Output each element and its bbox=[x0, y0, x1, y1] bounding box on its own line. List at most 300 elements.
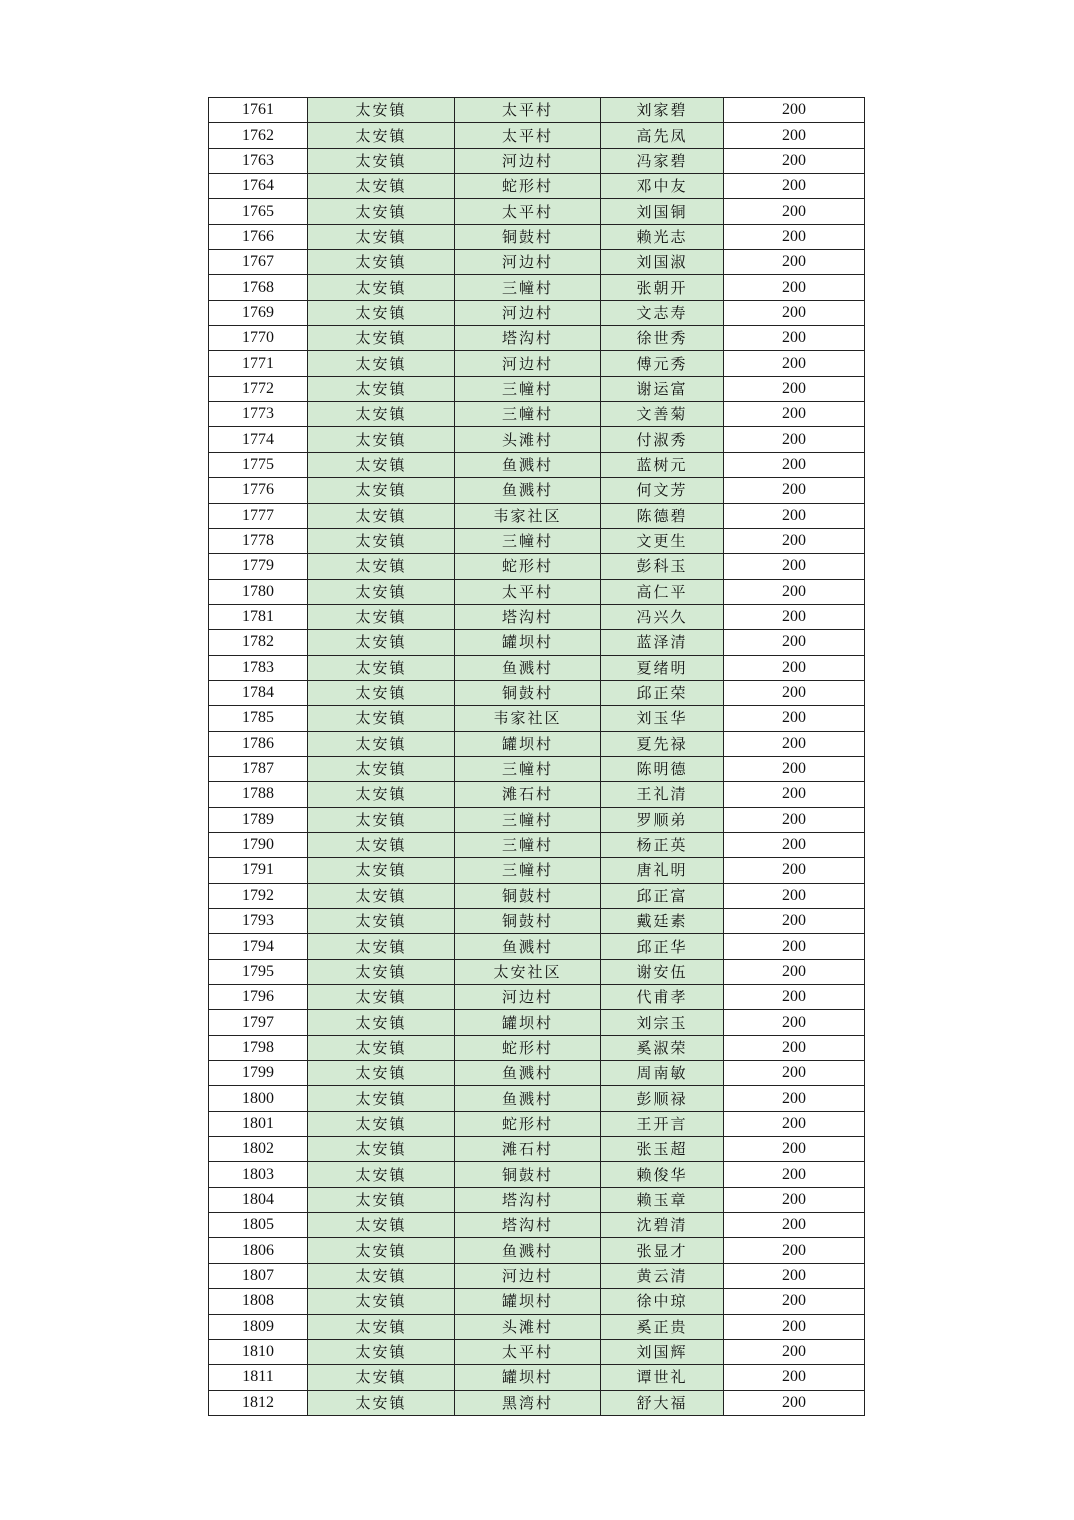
name-cell: 谭世礼 bbox=[601, 1365, 724, 1390]
name-cell: 徐中琼 bbox=[601, 1289, 724, 1314]
name-cell: 张玉超 bbox=[601, 1137, 724, 1162]
village-cell: 太平村 bbox=[455, 579, 601, 604]
name-cell: 蓝树元 bbox=[601, 452, 724, 477]
row-number-cell: 1772 bbox=[209, 376, 308, 401]
table-row bbox=[209, 959, 865, 984]
town-cell: 太安镇 bbox=[308, 1213, 455, 1238]
village-cell: 蛇形村 bbox=[455, 1035, 601, 1060]
row-number-cell: 1788 bbox=[209, 782, 308, 807]
name-cell: 谢安伍 bbox=[601, 959, 724, 984]
row-number-cell: 1804 bbox=[209, 1187, 308, 1212]
table-row bbox=[209, 604, 865, 629]
row-number-cell: 1762 bbox=[209, 123, 308, 148]
village-cell: 塔沟村 bbox=[455, 604, 601, 629]
name-cell: 付淑秀 bbox=[601, 427, 724, 452]
row-number-cell: 1796 bbox=[209, 985, 308, 1010]
row-number-cell: 1766 bbox=[209, 224, 308, 249]
amount-cell: 200 bbox=[724, 655, 865, 680]
row-number-cell: 1768 bbox=[209, 275, 308, 300]
town-cell: 太安镇 bbox=[308, 1061, 455, 1086]
town-cell: 太安镇 bbox=[308, 402, 455, 427]
table-row bbox=[209, 199, 865, 224]
name-cell: 王礼清 bbox=[601, 782, 724, 807]
row-number-cell: 1802 bbox=[209, 1137, 308, 1162]
amount-cell: 200 bbox=[724, 478, 865, 503]
town-cell: 太安镇 bbox=[308, 883, 455, 908]
table-row bbox=[209, 579, 865, 604]
table-row bbox=[209, 250, 865, 275]
name-cell: 刘宗玉 bbox=[601, 1010, 724, 1035]
town-cell: 太安镇 bbox=[308, 1137, 455, 1162]
name-cell: 舒大福 bbox=[601, 1390, 724, 1415]
amount-cell: 200 bbox=[724, 1086, 865, 1111]
table-row bbox=[209, 1365, 865, 1390]
amount-cell: 200 bbox=[724, 98, 865, 123]
village-cell: 塔沟村 bbox=[455, 326, 601, 351]
row-number-cell: 1764 bbox=[209, 174, 308, 199]
town-cell: 太安镇 bbox=[308, 528, 455, 553]
village-cell: 铜鼓村 bbox=[455, 224, 601, 249]
village-cell: 鱼溅村 bbox=[455, 1086, 601, 1111]
town-cell: 太安镇 bbox=[308, 1365, 455, 1390]
row-number-cell: 1771 bbox=[209, 351, 308, 376]
amount-cell: 200 bbox=[724, 630, 865, 655]
village-cell: 罐坝村 bbox=[455, 1289, 601, 1314]
amount-cell: 200 bbox=[724, 376, 865, 401]
village-cell: 河边村 bbox=[455, 300, 601, 325]
town-cell: 太安镇 bbox=[308, 1111, 455, 1136]
table-row bbox=[209, 402, 865, 427]
table-row bbox=[209, 883, 865, 908]
table-row bbox=[209, 1137, 865, 1162]
name-cell: 赖光志 bbox=[601, 224, 724, 249]
amount-cell: 200 bbox=[724, 807, 865, 832]
amount-cell: 200 bbox=[724, 832, 865, 857]
table-row bbox=[209, 427, 865, 452]
row-number-cell: 1782 bbox=[209, 630, 308, 655]
table-row bbox=[209, 452, 865, 477]
amount-cell: 200 bbox=[724, 174, 865, 199]
table-row bbox=[209, 376, 865, 401]
town-cell: 太安镇 bbox=[308, 376, 455, 401]
town-cell: 太安镇 bbox=[308, 123, 455, 148]
village-cell: 河边村 bbox=[455, 351, 601, 376]
village-cell: 三幢村 bbox=[455, 402, 601, 427]
row-number-cell: 1765 bbox=[209, 199, 308, 224]
town-cell: 太安镇 bbox=[308, 98, 455, 123]
table-row bbox=[209, 98, 865, 123]
town-cell: 太安镇 bbox=[308, 909, 455, 934]
row-number-cell: 1793 bbox=[209, 909, 308, 934]
table-row bbox=[209, 731, 865, 756]
row-number-cell: 1800 bbox=[209, 1086, 308, 1111]
table-row bbox=[209, 1339, 865, 1364]
town-cell: 太安镇 bbox=[308, 224, 455, 249]
name-cell: 刘家碧 bbox=[601, 98, 724, 123]
table-row bbox=[209, 680, 865, 705]
name-cell: 奚正贵 bbox=[601, 1314, 724, 1339]
amount-cell: 200 bbox=[724, 503, 865, 528]
amount-cell: 200 bbox=[724, 959, 865, 984]
table-row bbox=[209, 1162, 865, 1187]
subsidy-table bbox=[208, 97, 865, 1416]
amount-cell: 200 bbox=[724, 680, 865, 705]
table-row bbox=[209, 300, 865, 325]
village-cell: 鱼溅村 bbox=[455, 1238, 601, 1263]
amount-cell: 200 bbox=[724, 1061, 865, 1086]
village-cell: 头滩村 bbox=[455, 1314, 601, 1339]
village-cell: 鱼溅村 bbox=[455, 1061, 601, 1086]
town-cell: 太安镇 bbox=[308, 452, 455, 477]
name-cell: 杨正英 bbox=[601, 832, 724, 857]
village-cell: 韦家社区 bbox=[455, 706, 601, 731]
amount-cell: 200 bbox=[724, 909, 865, 934]
table-row bbox=[209, 478, 865, 503]
table-row bbox=[209, 174, 865, 199]
row-number-cell: 1786 bbox=[209, 731, 308, 756]
row-number-cell: 1778 bbox=[209, 528, 308, 553]
town-cell: 太安镇 bbox=[308, 756, 455, 781]
village-cell: 鱼溅村 bbox=[455, 655, 601, 680]
row-number-cell: 1761 bbox=[209, 98, 308, 123]
amount-cell: 200 bbox=[724, 731, 865, 756]
name-cell: 何文芳 bbox=[601, 478, 724, 503]
amount-cell: 200 bbox=[724, 554, 865, 579]
name-cell: 陈明德 bbox=[601, 756, 724, 781]
village-cell: 蛇形村 bbox=[455, 554, 601, 579]
row-number-cell: 1805 bbox=[209, 1213, 308, 1238]
table-row bbox=[209, 554, 865, 579]
village-cell: 铜鼓村 bbox=[455, 1162, 601, 1187]
village-cell: 三幢村 bbox=[455, 756, 601, 781]
town-cell: 太安镇 bbox=[308, 959, 455, 984]
town-cell: 太安镇 bbox=[308, 985, 455, 1010]
name-cell: 冯兴久 bbox=[601, 604, 724, 629]
town-cell: 太安镇 bbox=[308, 1263, 455, 1288]
village-cell: 河边村 bbox=[455, 985, 601, 1010]
table-row bbox=[209, 832, 865, 857]
amount-cell: 200 bbox=[724, 1289, 865, 1314]
table-row bbox=[209, 909, 865, 934]
town-cell: 太安镇 bbox=[308, 300, 455, 325]
amount-cell: 200 bbox=[724, 985, 865, 1010]
amount-cell: 200 bbox=[724, 427, 865, 452]
village-cell: 韦家社区 bbox=[455, 503, 601, 528]
town-cell: 太安镇 bbox=[308, 934, 455, 959]
table-row bbox=[209, 1238, 865, 1263]
name-cell: 夏先禄 bbox=[601, 731, 724, 756]
town-cell: 太安镇 bbox=[308, 351, 455, 376]
village-cell: 河边村 bbox=[455, 250, 601, 275]
village-cell: 黑湾村 bbox=[455, 1390, 601, 1415]
name-cell: 文善菊 bbox=[601, 402, 724, 427]
row-number-cell: 1777 bbox=[209, 503, 308, 528]
name-cell: 赖俊华 bbox=[601, 1162, 724, 1187]
village-cell: 太平村 bbox=[455, 123, 601, 148]
town-cell: 太安镇 bbox=[308, 554, 455, 579]
village-cell: 三幢村 bbox=[455, 832, 601, 857]
table-row bbox=[209, 756, 865, 781]
row-number-cell: 1790 bbox=[209, 832, 308, 857]
village-cell: 滩石村 bbox=[455, 782, 601, 807]
village-cell: 三幢村 bbox=[455, 376, 601, 401]
town-cell: 太安镇 bbox=[308, 503, 455, 528]
table-row bbox=[209, 1289, 865, 1314]
name-cell: 彭科玉 bbox=[601, 554, 724, 579]
row-number-cell: 1798 bbox=[209, 1035, 308, 1060]
town-cell: 太安镇 bbox=[308, 858, 455, 883]
town-cell: 太安镇 bbox=[308, 1035, 455, 1060]
row-number-cell: 1781 bbox=[209, 604, 308, 629]
name-cell: 高先凤 bbox=[601, 123, 724, 148]
table-row bbox=[209, 1086, 865, 1111]
row-number-cell: 1784 bbox=[209, 680, 308, 705]
town-cell: 太安镇 bbox=[308, 1010, 455, 1035]
amount-cell: 200 bbox=[724, 1137, 865, 1162]
amount-cell: 200 bbox=[724, 1035, 865, 1060]
row-number-cell: 1792 bbox=[209, 883, 308, 908]
table-row bbox=[209, 706, 865, 731]
row-number-cell: 1799 bbox=[209, 1061, 308, 1086]
village-cell: 鱼溅村 bbox=[455, 934, 601, 959]
town-cell: 太安镇 bbox=[308, 427, 455, 452]
amount-cell: 200 bbox=[724, 883, 865, 908]
table-body bbox=[209, 98, 865, 1416]
row-number-cell: 1806 bbox=[209, 1238, 308, 1263]
table-row bbox=[209, 782, 865, 807]
table-row bbox=[209, 123, 865, 148]
amount-cell: 200 bbox=[724, 858, 865, 883]
row-number-cell: 1770 bbox=[209, 326, 308, 351]
table-row bbox=[209, 1010, 865, 1035]
row-number-cell: 1795 bbox=[209, 959, 308, 984]
amount-cell: 200 bbox=[724, 351, 865, 376]
village-cell: 太平村 bbox=[455, 199, 601, 224]
table-row bbox=[209, 655, 865, 680]
town-cell: 太安镇 bbox=[308, 832, 455, 857]
table-row bbox=[209, 148, 865, 173]
name-cell: 唐礼明 bbox=[601, 858, 724, 883]
amount-cell: 200 bbox=[724, 1213, 865, 1238]
name-cell: 张朝开 bbox=[601, 275, 724, 300]
row-number-cell: 1808 bbox=[209, 1289, 308, 1314]
amount-cell: 200 bbox=[724, 123, 865, 148]
amount-cell: 200 bbox=[724, 1010, 865, 1035]
amount-cell: 200 bbox=[724, 934, 865, 959]
village-cell: 滩石村 bbox=[455, 1137, 601, 1162]
village-cell: 罐坝村 bbox=[455, 731, 601, 756]
name-cell: 高仁平 bbox=[601, 579, 724, 604]
name-cell: 夏绪明 bbox=[601, 655, 724, 680]
town-cell: 太安镇 bbox=[308, 731, 455, 756]
name-cell: 刘国铜 bbox=[601, 199, 724, 224]
name-cell: 文更生 bbox=[601, 528, 724, 553]
table-row bbox=[209, 528, 865, 553]
name-cell: 刘玉华 bbox=[601, 706, 724, 731]
name-cell: 黄云清 bbox=[601, 1263, 724, 1288]
row-number-cell: 1797 bbox=[209, 1010, 308, 1035]
town-cell: 太安镇 bbox=[308, 250, 455, 275]
amount-cell: 200 bbox=[724, 528, 865, 553]
amount-cell: 200 bbox=[724, 1263, 865, 1288]
village-cell: 罐坝村 bbox=[455, 1365, 601, 1390]
name-cell: 张显才 bbox=[601, 1238, 724, 1263]
amount-cell: 200 bbox=[724, 452, 865, 477]
town-cell: 太安镇 bbox=[308, 579, 455, 604]
village-cell: 鱼溅村 bbox=[455, 452, 601, 477]
name-cell: 冯家碧 bbox=[601, 148, 724, 173]
table-row bbox=[209, 807, 865, 832]
row-number-cell: 1780 bbox=[209, 579, 308, 604]
village-cell: 三幢村 bbox=[455, 858, 601, 883]
amount-cell: 200 bbox=[724, 1187, 865, 1212]
table-row bbox=[209, 503, 865, 528]
village-cell: 三幢村 bbox=[455, 807, 601, 832]
town-cell: 太安镇 bbox=[308, 1314, 455, 1339]
amount-cell: 200 bbox=[724, 1111, 865, 1136]
village-cell: 鱼溅村 bbox=[455, 478, 601, 503]
amount-cell: 200 bbox=[724, 1339, 865, 1364]
village-cell: 铜鼓村 bbox=[455, 680, 601, 705]
amount-cell: 200 bbox=[724, 579, 865, 604]
name-cell: 邱正荣 bbox=[601, 680, 724, 705]
row-number-cell: 1807 bbox=[209, 1263, 308, 1288]
town-cell: 太安镇 bbox=[308, 655, 455, 680]
row-number-cell: 1809 bbox=[209, 1314, 308, 1339]
town-cell: 太安镇 bbox=[308, 1339, 455, 1364]
row-number-cell: 1789 bbox=[209, 807, 308, 832]
name-cell: 戴廷素 bbox=[601, 909, 724, 934]
town-cell: 太安镇 bbox=[308, 807, 455, 832]
name-cell: 邓中友 bbox=[601, 174, 724, 199]
name-cell: 蓝泽清 bbox=[601, 630, 724, 655]
name-cell: 刘国辉 bbox=[601, 1339, 724, 1364]
town-cell: 太安镇 bbox=[308, 478, 455, 503]
table-row bbox=[209, 1390, 865, 1415]
village-cell: 头滩村 bbox=[455, 427, 601, 452]
town-cell: 太安镇 bbox=[308, 706, 455, 731]
name-cell: 徐世秀 bbox=[601, 326, 724, 351]
village-cell: 蛇形村 bbox=[455, 1111, 601, 1136]
village-cell: 太平村 bbox=[455, 98, 601, 123]
amount-cell: 200 bbox=[724, 199, 865, 224]
table-row bbox=[209, 1187, 865, 1212]
row-number-cell: 1767 bbox=[209, 250, 308, 275]
name-cell: 代甫孝 bbox=[601, 985, 724, 1010]
amount-cell: 200 bbox=[724, 275, 865, 300]
name-cell: 文志寿 bbox=[601, 300, 724, 325]
name-cell: 沈碧清 bbox=[601, 1213, 724, 1238]
village-cell: 塔沟村 bbox=[455, 1187, 601, 1212]
amount-cell: 200 bbox=[724, 224, 865, 249]
row-number-cell: 1787 bbox=[209, 756, 308, 781]
town-cell: 太安镇 bbox=[308, 326, 455, 351]
town-cell: 太安镇 bbox=[308, 1390, 455, 1415]
town-cell: 太安镇 bbox=[308, 782, 455, 807]
row-number-cell: 1794 bbox=[209, 934, 308, 959]
village-cell: 罐坝村 bbox=[455, 630, 601, 655]
village-cell: 河边村 bbox=[455, 148, 601, 173]
town-cell: 太安镇 bbox=[308, 680, 455, 705]
row-number-cell: 1763 bbox=[209, 148, 308, 173]
name-cell: 谢运富 bbox=[601, 376, 724, 401]
name-cell: 邱正华 bbox=[601, 934, 724, 959]
name-cell: 赖玉章 bbox=[601, 1187, 724, 1212]
table-row bbox=[209, 1061, 865, 1086]
amount-cell: 200 bbox=[724, 250, 865, 275]
village-cell: 三幢村 bbox=[455, 275, 601, 300]
amount-cell: 200 bbox=[724, 1365, 865, 1390]
row-number-cell: 1801 bbox=[209, 1111, 308, 1136]
table-row bbox=[209, 326, 865, 351]
table-row bbox=[209, 1035, 865, 1060]
town-cell: 太安镇 bbox=[308, 1289, 455, 1314]
name-cell: 邱正富 bbox=[601, 883, 724, 908]
village-cell: 太安社区 bbox=[455, 959, 601, 984]
village-cell: 铜鼓村 bbox=[455, 883, 601, 908]
amount-cell: 200 bbox=[724, 148, 865, 173]
row-number-cell: 1779 bbox=[209, 554, 308, 579]
amount-cell: 200 bbox=[724, 604, 865, 629]
village-cell: 铜鼓村 bbox=[455, 909, 601, 934]
name-cell: 周南敏 bbox=[601, 1061, 724, 1086]
row-number-cell: 1776 bbox=[209, 478, 308, 503]
town-cell: 太安镇 bbox=[308, 174, 455, 199]
table-row bbox=[209, 934, 865, 959]
village-cell: 罐坝村 bbox=[455, 1010, 601, 1035]
name-cell: 彭顺禄 bbox=[601, 1086, 724, 1111]
village-cell: 塔沟村 bbox=[455, 1213, 601, 1238]
town-cell: 太安镇 bbox=[308, 1238, 455, 1263]
table-row bbox=[209, 275, 865, 300]
amount-cell: 200 bbox=[724, 782, 865, 807]
name-cell: 刘国淑 bbox=[601, 250, 724, 275]
table-row bbox=[209, 1213, 865, 1238]
table-row bbox=[209, 224, 865, 249]
row-number-cell: 1773 bbox=[209, 402, 308, 427]
town-cell: 太安镇 bbox=[308, 604, 455, 629]
row-number-cell: 1785 bbox=[209, 706, 308, 731]
name-cell: 傅元秀 bbox=[601, 351, 724, 376]
town-cell: 太安镇 bbox=[308, 1187, 455, 1212]
town-cell: 太安镇 bbox=[308, 148, 455, 173]
town-cell: 太安镇 bbox=[308, 1086, 455, 1111]
amount-cell: 200 bbox=[724, 1162, 865, 1187]
town-cell: 太安镇 bbox=[308, 199, 455, 224]
table-row bbox=[209, 985, 865, 1010]
town-cell: 太安镇 bbox=[308, 1162, 455, 1187]
row-number-cell: 1769 bbox=[209, 300, 308, 325]
name-cell: 奚淑荣 bbox=[601, 1035, 724, 1060]
table-row bbox=[209, 630, 865, 655]
table-row bbox=[209, 1314, 865, 1339]
name-cell: 罗顺弟 bbox=[601, 807, 724, 832]
town-cell: 太安镇 bbox=[308, 630, 455, 655]
village-cell: 三幢村 bbox=[455, 528, 601, 553]
row-number-cell: 1811 bbox=[209, 1365, 308, 1390]
village-cell: 河边村 bbox=[455, 1263, 601, 1288]
row-number-cell: 1803 bbox=[209, 1162, 308, 1187]
table-row bbox=[209, 858, 865, 883]
town-cell: 太安镇 bbox=[308, 275, 455, 300]
table-row bbox=[209, 351, 865, 376]
table-row bbox=[209, 1263, 865, 1288]
village-cell: 蛇形村 bbox=[455, 174, 601, 199]
name-cell: 王开言 bbox=[601, 1111, 724, 1136]
name-cell: 陈德碧 bbox=[601, 503, 724, 528]
village-cell: 太平村 bbox=[455, 1339, 601, 1364]
row-number-cell: 1810 bbox=[209, 1339, 308, 1364]
